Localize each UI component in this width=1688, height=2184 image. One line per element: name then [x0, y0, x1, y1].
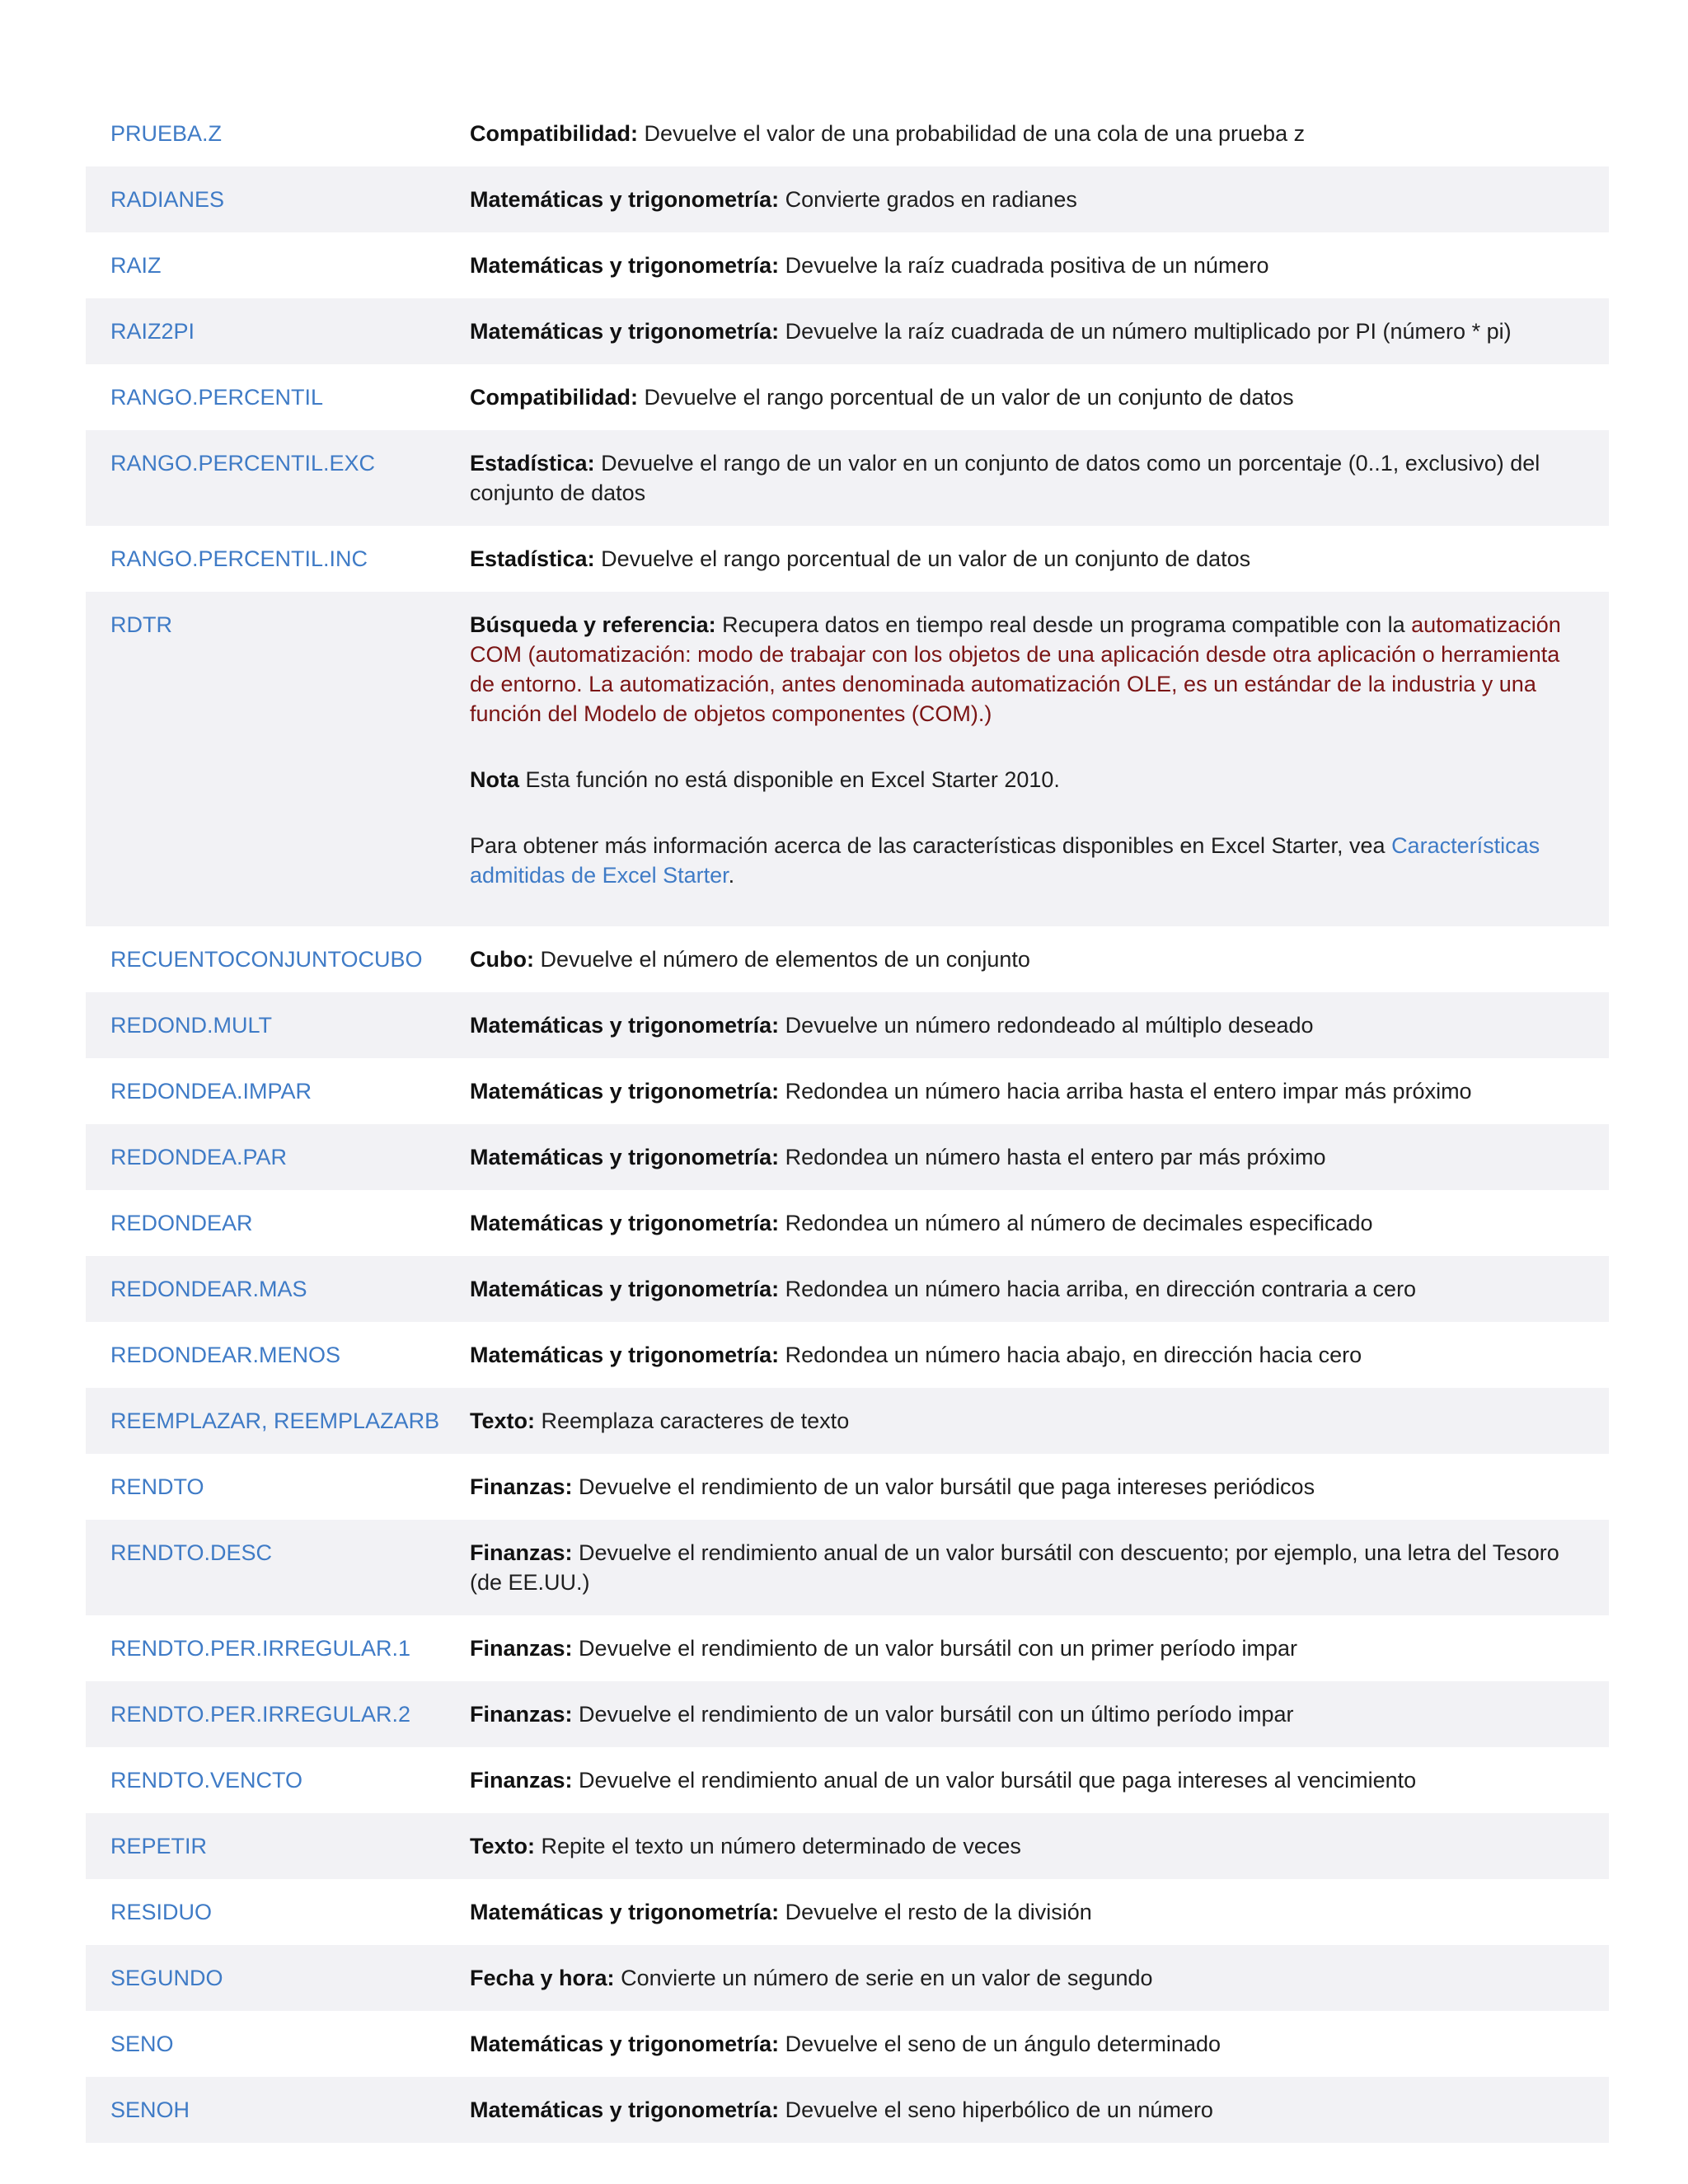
function-link[interactable]: RESIDUO	[110, 1900, 213, 1924]
function-description	[470, 1538, 1584, 1597]
description-text: Reemplaza caracteres de texto	[541, 1408, 850, 1433]
category-label: Matemáticas y trigonometría:	[470, 2032, 780, 2056]
category-label: Matemáticas y trigonometría:	[470, 1343, 780, 1367]
function-description	[470, 1340, 1584, 1370]
category-label: Matemáticas y trigonometría:	[470, 319, 780, 344]
function-link[interactable]: RENDTO.DESC	[110, 1540, 273, 1565]
table-row	[86, 1124, 1609, 1190]
function-description	[470, 1274, 1584, 1304]
info-end: .	[728, 863, 735, 888]
category-label: Cubo:	[470, 947, 534, 972]
table-row	[86, 1190, 1609, 1256]
description-text: Convierte grados en radianes	[785, 187, 1077, 212]
description-text: Devuelve la raíz cuadrada positiva de un número	[785, 253, 1269, 278]
function-link[interactable]: RANGO.PERCENTIL	[110, 385, 324, 410]
function-link[interactable]: RECUENTOCONJUNTOCUBO	[110, 947, 423, 972]
category-label: Texto:	[470, 1834, 535, 1858]
description-text: Devuelve el seno hiperbólico de un número	[785, 2097, 1213, 2122]
description-text: Convierte un número de serie en un valor de segundo	[621, 1966, 1153, 1990]
description-text: Devuelve el rendimiento anual de un valor bursátil con descuento; por ejemplo, una letra del Tesoro (de EE.UU.)	[470, 1540, 1559, 1595]
function-description	[470, 544, 1584, 574]
table-row	[86, 2077, 1609, 2143]
function-description	[470, 1765, 1584, 1795]
category-label: Fecha y hora:	[470, 1966, 615, 1990]
function-description	[470, 1472, 1584, 1502]
category-label: Texto:	[470, 1408, 535, 1433]
table-row	[86, 2011, 1609, 2077]
function-link[interactable]: RADIANES	[110, 187, 225, 212]
description-text: Devuelve el rango de un valor en un conjunto de datos como un porcentaje (0..1, exclusivo) del conjunto de datos	[470, 451, 1540, 505]
function-link[interactable]: REDONDEAR.MENOS	[110, 1343, 341, 1367]
category-label: Matemáticas y trigonometría:	[470, 253, 780, 278]
category-label: Matemáticas y trigonometría:	[470, 1013, 780, 1038]
category-label: Matemáticas y trigonometría:	[470, 187, 780, 212]
function-description	[470, 251, 1584, 280]
table-row	[86, 298, 1609, 364]
function-link[interactable]: RAIZ	[110, 253, 162, 278]
function-link[interactable]: RENDTO.PER.IRREGULAR.2	[110, 1702, 411, 1727]
table-row	[86, 364, 1609, 430]
description-text: Recupera datos en tiempo real desde un programa compatible con la	[722, 612, 1405, 637]
description-text: Devuelve la raíz cuadrada de un número multiplicado por PI (número * pi)	[785, 319, 1512, 344]
function-description	[470, 448, 1584, 508]
category-label: Matemáticas y trigonometría:	[470, 1900, 780, 1924]
table-row	[86, 1256, 1609, 1322]
description-text: Devuelve un número redondeado al múltiplo deseado	[785, 1013, 1314, 1038]
function-link[interactable]: RENDTO	[110, 1474, 204, 1499]
table-row	[86, 1615, 1609, 1681]
category-label: Compatibilidad:	[470, 121, 638, 146]
function-description	[470, 2029, 1584, 2059]
description-text: Redondea un número hacia arriba, en dirección contraria a cero	[785, 1277, 1417, 1301]
info-text: Para obtener más información acerca de las características disponibles en Excel Starter, vea	[470, 833, 1386, 858]
note-label: Nota	[470, 767, 519, 792]
function-description	[470, 1208, 1584, 1238]
description-text: Devuelve el rango porcentual de un valor de un conjunto de datos	[644, 385, 1294, 410]
table-row	[86, 526, 1609, 592]
description-text: Devuelve el número de elementos de un conjunto	[540, 947, 1030, 972]
function-table	[86, 101, 1609, 2143]
function-link[interactable]: SEGUNDO	[110, 1966, 223, 1990]
function-description	[470, 1076, 1584, 1106]
function-description	[470, 1633, 1584, 1663]
function-link[interactable]: REPETIR	[110, 1834, 208, 1858]
function-link[interactable]: SENO	[110, 2032, 174, 2056]
category-label: Matemáticas y trigonometría:	[470, 2097, 780, 2122]
table-row	[86, 1681, 1609, 1747]
category-label: Búsqueda y referencia:	[470, 612, 716, 637]
table-row	[86, 1388, 1609, 1454]
function-link[interactable]: REDONDEA.PAR	[110, 1145, 288, 1169]
category-label: Matemáticas y trigonometría:	[470, 1079, 780, 1104]
function-link[interactable]: REDOND.MULT	[110, 1013, 273, 1038]
table-row	[86, 1945, 1609, 2011]
description-text: Devuelve el seno de un ángulo determinado	[785, 2032, 1221, 2056]
function-link[interactable]: PRUEBA.Z	[110, 121, 223, 146]
function-description	[470, 1963, 1584, 1993]
function-link[interactable]: REDONDEA.IMPAR	[110, 1079, 312, 1104]
function-description	[470, 1831, 1584, 1861]
description-text: Redondea un número hacia arriba hasta el entero impar más próximo	[785, 1079, 1472, 1104]
category-label: Estadística:	[470, 451, 595, 476]
function-link[interactable]: REDONDEAR.MAS	[110, 1277, 307, 1301]
description-text: Redondea un número al número de decimales especificado	[785, 1211, 1373, 1235]
note-text: Esta función no está disponible en Excel Starter 2010.	[525, 767, 1060, 792]
function-link[interactable]: REEMPLAZAR, REEMPLAZARB	[110, 1408, 440, 1433]
function-link[interactable]: RDTR	[110, 612, 172, 637]
description-text: Devuelve el rango porcentual de un valor de un conjunto de datos	[601, 546, 1251, 571]
table-row	[86, 430, 1609, 526]
function-description	[470, 1406, 1584, 1436]
category-label: Estadística:	[470, 546, 595, 571]
function-link[interactable]: RAIZ2PI	[110, 319, 195, 344]
description-text: Redondea un número hacia abajo, en dirección hacia cero	[785, 1343, 1362, 1367]
function-link[interactable]: RANGO.PERCENTIL.EXC	[110, 451, 376, 476]
category-label: Finanzas:	[470, 1702, 573, 1727]
function-description	[470, 316, 1584, 346]
description-text: Redondea un número hasta el entero par más próximo	[785, 1145, 1326, 1169]
category-label: Finanzas:	[470, 1768, 573, 1793]
description-text: Devuelve el resto de la división	[785, 1900, 1092, 1924]
table-row-rdtr	[86, 592, 1609, 926]
glossary-definition[interactable]: automatización COM (automatización: modo de trabajar con los objetos de una aplicación desde otra aplicación o herramienta de entorno. La automatización, antes denominada automatización OLE, es un estándar de la industria y una función del Modelo de objetos componentes (COM).)	[470, 612, 1561, 726]
function-description	[470, 1699, 1584, 1729]
info-paragraph	[470, 831, 1584, 890]
note-paragraph	[470, 765, 1584, 794]
function-link[interactable]: RANGO.PERCENTIL.INC	[110, 546, 368, 571]
table-row	[86, 232, 1609, 298]
table-row	[86, 1322, 1609, 1388]
table-row	[86, 1879, 1609, 1945]
table-row	[86, 1813, 1609, 1879]
category-label: Matemáticas y trigonometría:	[470, 1211, 780, 1235]
function-description	[470, 610, 1584, 890]
category-label: Finanzas:	[470, 1636, 573, 1661]
description-text: Devuelve el rendimiento anual de un valor bursátil que paga intereses al vencimiento	[579, 1768, 1417, 1793]
function-description	[470, 1142, 1584, 1172]
features-link[interactable]: Características admitidas de Excel Starter	[470, 833, 1540, 888]
table-row	[86, 1747, 1609, 1813]
table-row	[86, 1454, 1609, 1520]
description-text: Devuelve el rendimiento de un valor bursátil con un primer período impar	[579, 1636, 1297, 1661]
description-text: Devuelve el valor de una probabilidad de una cola de una prueba z	[644, 121, 1306, 146]
function-link[interactable]: RENDTO.PER.IRREGULAR.1	[110, 1636, 411, 1661]
category-label: Finanzas:	[470, 1474, 573, 1499]
table-row	[86, 1058, 1609, 1124]
description-text: Devuelve el rendimiento de un valor bursátil con un último período impar	[579, 1702, 1294, 1727]
function-description	[470, 2095, 1584, 2125]
table-row	[86, 101, 1609, 166]
description-text: Devuelve el rendimiento de un valor bursátil que paga intereses periódicos	[579, 1474, 1315, 1499]
category-label: Compatibilidad:	[470, 385, 638, 410]
category-label: Matemáticas y trigonometría:	[470, 1145, 780, 1169]
function-link[interactable]: REDONDEAR	[110, 1211, 253, 1235]
table-row	[86, 166, 1609, 232]
table-row	[86, 1520, 1609, 1615]
function-description	[470, 185, 1584, 214]
function-description	[470, 1897, 1584, 1927]
function-description	[470, 382, 1584, 412]
function-description	[470, 944, 1584, 974]
table-row	[86, 992, 1609, 1058]
function-description	[470, 1010, 1584, 1040]
table-row	[86, 926, 1609, 992]
function-description	[470, 119, 1584, 148]
category-label: Matemáticas y trigonometría:	[470, 1277, 780, 1301]
function-link[interactable]: SENOH	[110, 2097, 190, 2122]
description-text: Repite el texto un número determinado de veces	[541, 1834, 1021, 1858]
rdtr-description-paragraph	[470, 610, 1584, 729]
category-label: Finanzas:	[470, 1540, 573, 1565]
function-link[interactable]: RENDTO.VENCTO	[110, 1768, 303, 1793]
